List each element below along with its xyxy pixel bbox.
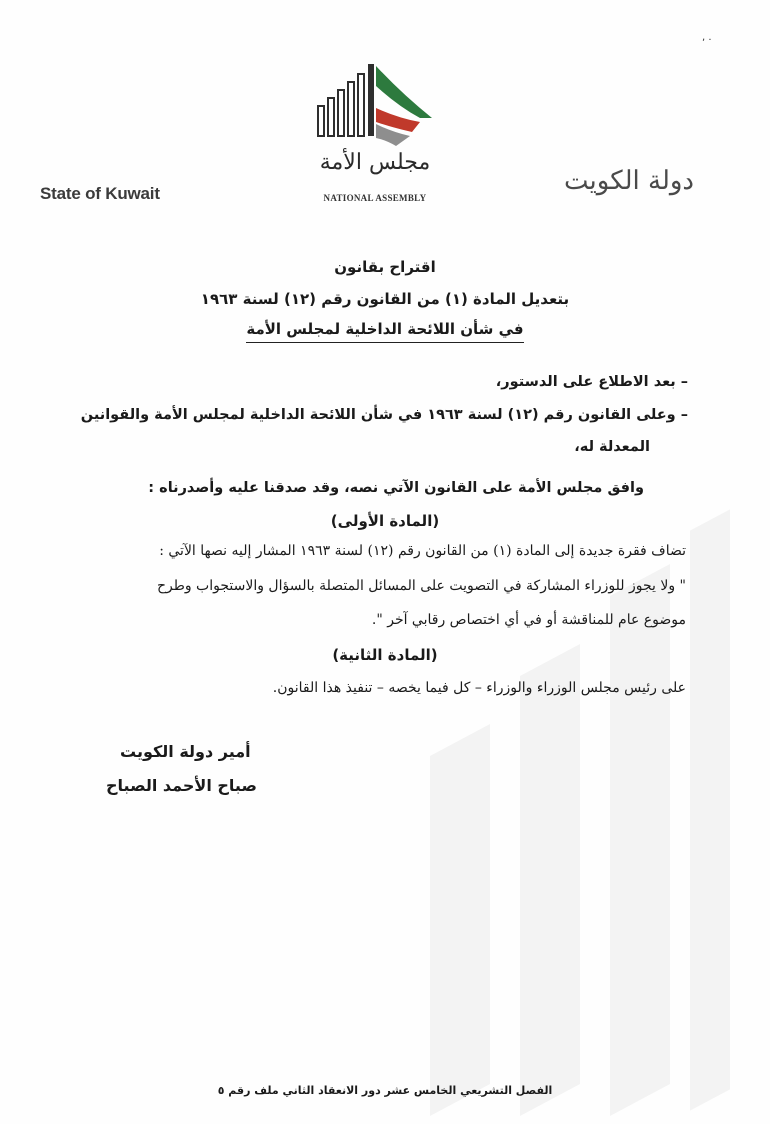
article-text: تضاف فقرة جديدة إلى المادة (١) من القانون رقم (١٢) لسنة ١٩٦٣ المشار إليه نصها الآتي : bbox=[159, 543, 686, 559]
logo-english-text: NATIONAL ASSEMBLY bbox=[323, 193, 427, 203]
background-shape bbox=[690, 509, 730, 1110]
logo-bar bbox=[348, 82, 354, 136]
document-title: اقتراح بقانون bbox=[334, 258, 436, 276]
logo-bar bbox=[338, 90, 344, 136]
article-text: على رئيس مجلس الوزراء والوزراء – كل فيما يخصه – تنفيذ هذا القانون. bbox=[272, 680, 686, 696]
state-name-arabic: دولة الكويت bbox=[564, 166, 694, 196]
preamble-item: – وعلى القانون رقم (١٢) لسنة ١٩٦٣ في شأن اللائحة الداخلية لمجلس الأمة والقوانين bbox=[80, 407, 688, 423]
article-heading: (المادة الثانية) bbox=[332, 646, 438, 664]
logo-bar bbox=[328, 98, 334, 136]
signature-name: صباح الأحمد الصباح bbox=[106, 776, 257, 795]
national-assembly-logo bbox=[316, 62, 434, 154]
logo-bar bbox=[358, 74, 364, 136]
article-text: موضوع عام للمناقشة أو في أي اختصاص رقابي آخر ". bbox=[371, 612, 686, 628]
document-subtitle-text: في شأن اللائحة الداخلية لمجلس الأمة bbox=[246, 320, 523, 343]
logo-bar bbox=[318, 106, 324, 136]
document-subtitle-underlined bbox=[0, 320, 770, 343]
corner-mark: , . bbox=[702, 32, 712, 43]
document-subtitle: بتعديل المادة (١) من القانون رقم (١٢) لسنة ١٩٦٣ bbox=[200, 290, 570, 308]
article-heading: (المادة الأولى) bbox=[330, 512, 440, 530]
footer-reference: الفصل التشريعي الخامس عشر دور الانعقاد الثاني ملف رقم ٥ bbox=[217, 1084, 553, 1097]
approval-statement: وافق مجلس الأمة على القانون الآتي نصه، وقد صدقنا عليه وأصدرناه : bbox=[148, 480, 644, 496]
article-text: " ولا يجوز للوزراء المشاركة في التصويت على المسائل المتصلة بالسؤال والاستجواب وطرح bbox=[156, 578, 686, 594]
background-shape bbox=[430, 724, 490, 1116]
signature-title: أمير دولة الكويت bbox=[120, 742, 251, 761]
preamble-item: – بعد الاطلاع على الدستور، bbox=[495, 374, 688, 390]
logo-black-band bbox=[368, 64, 374, 136]
preamble-item-continued: المعدلة له، bbox=[574, 439, 650, 455]
background-shape bbox=[520, 644, 580, 1116]
state-name-english: State of Kuwait bbox=[40, 184, 160, 203]
logo-green-wing bbox=[376, 66, 432, 118]
logo-arabic-text: مجلس الأمة bbox=[319, 150, 431, 175]
